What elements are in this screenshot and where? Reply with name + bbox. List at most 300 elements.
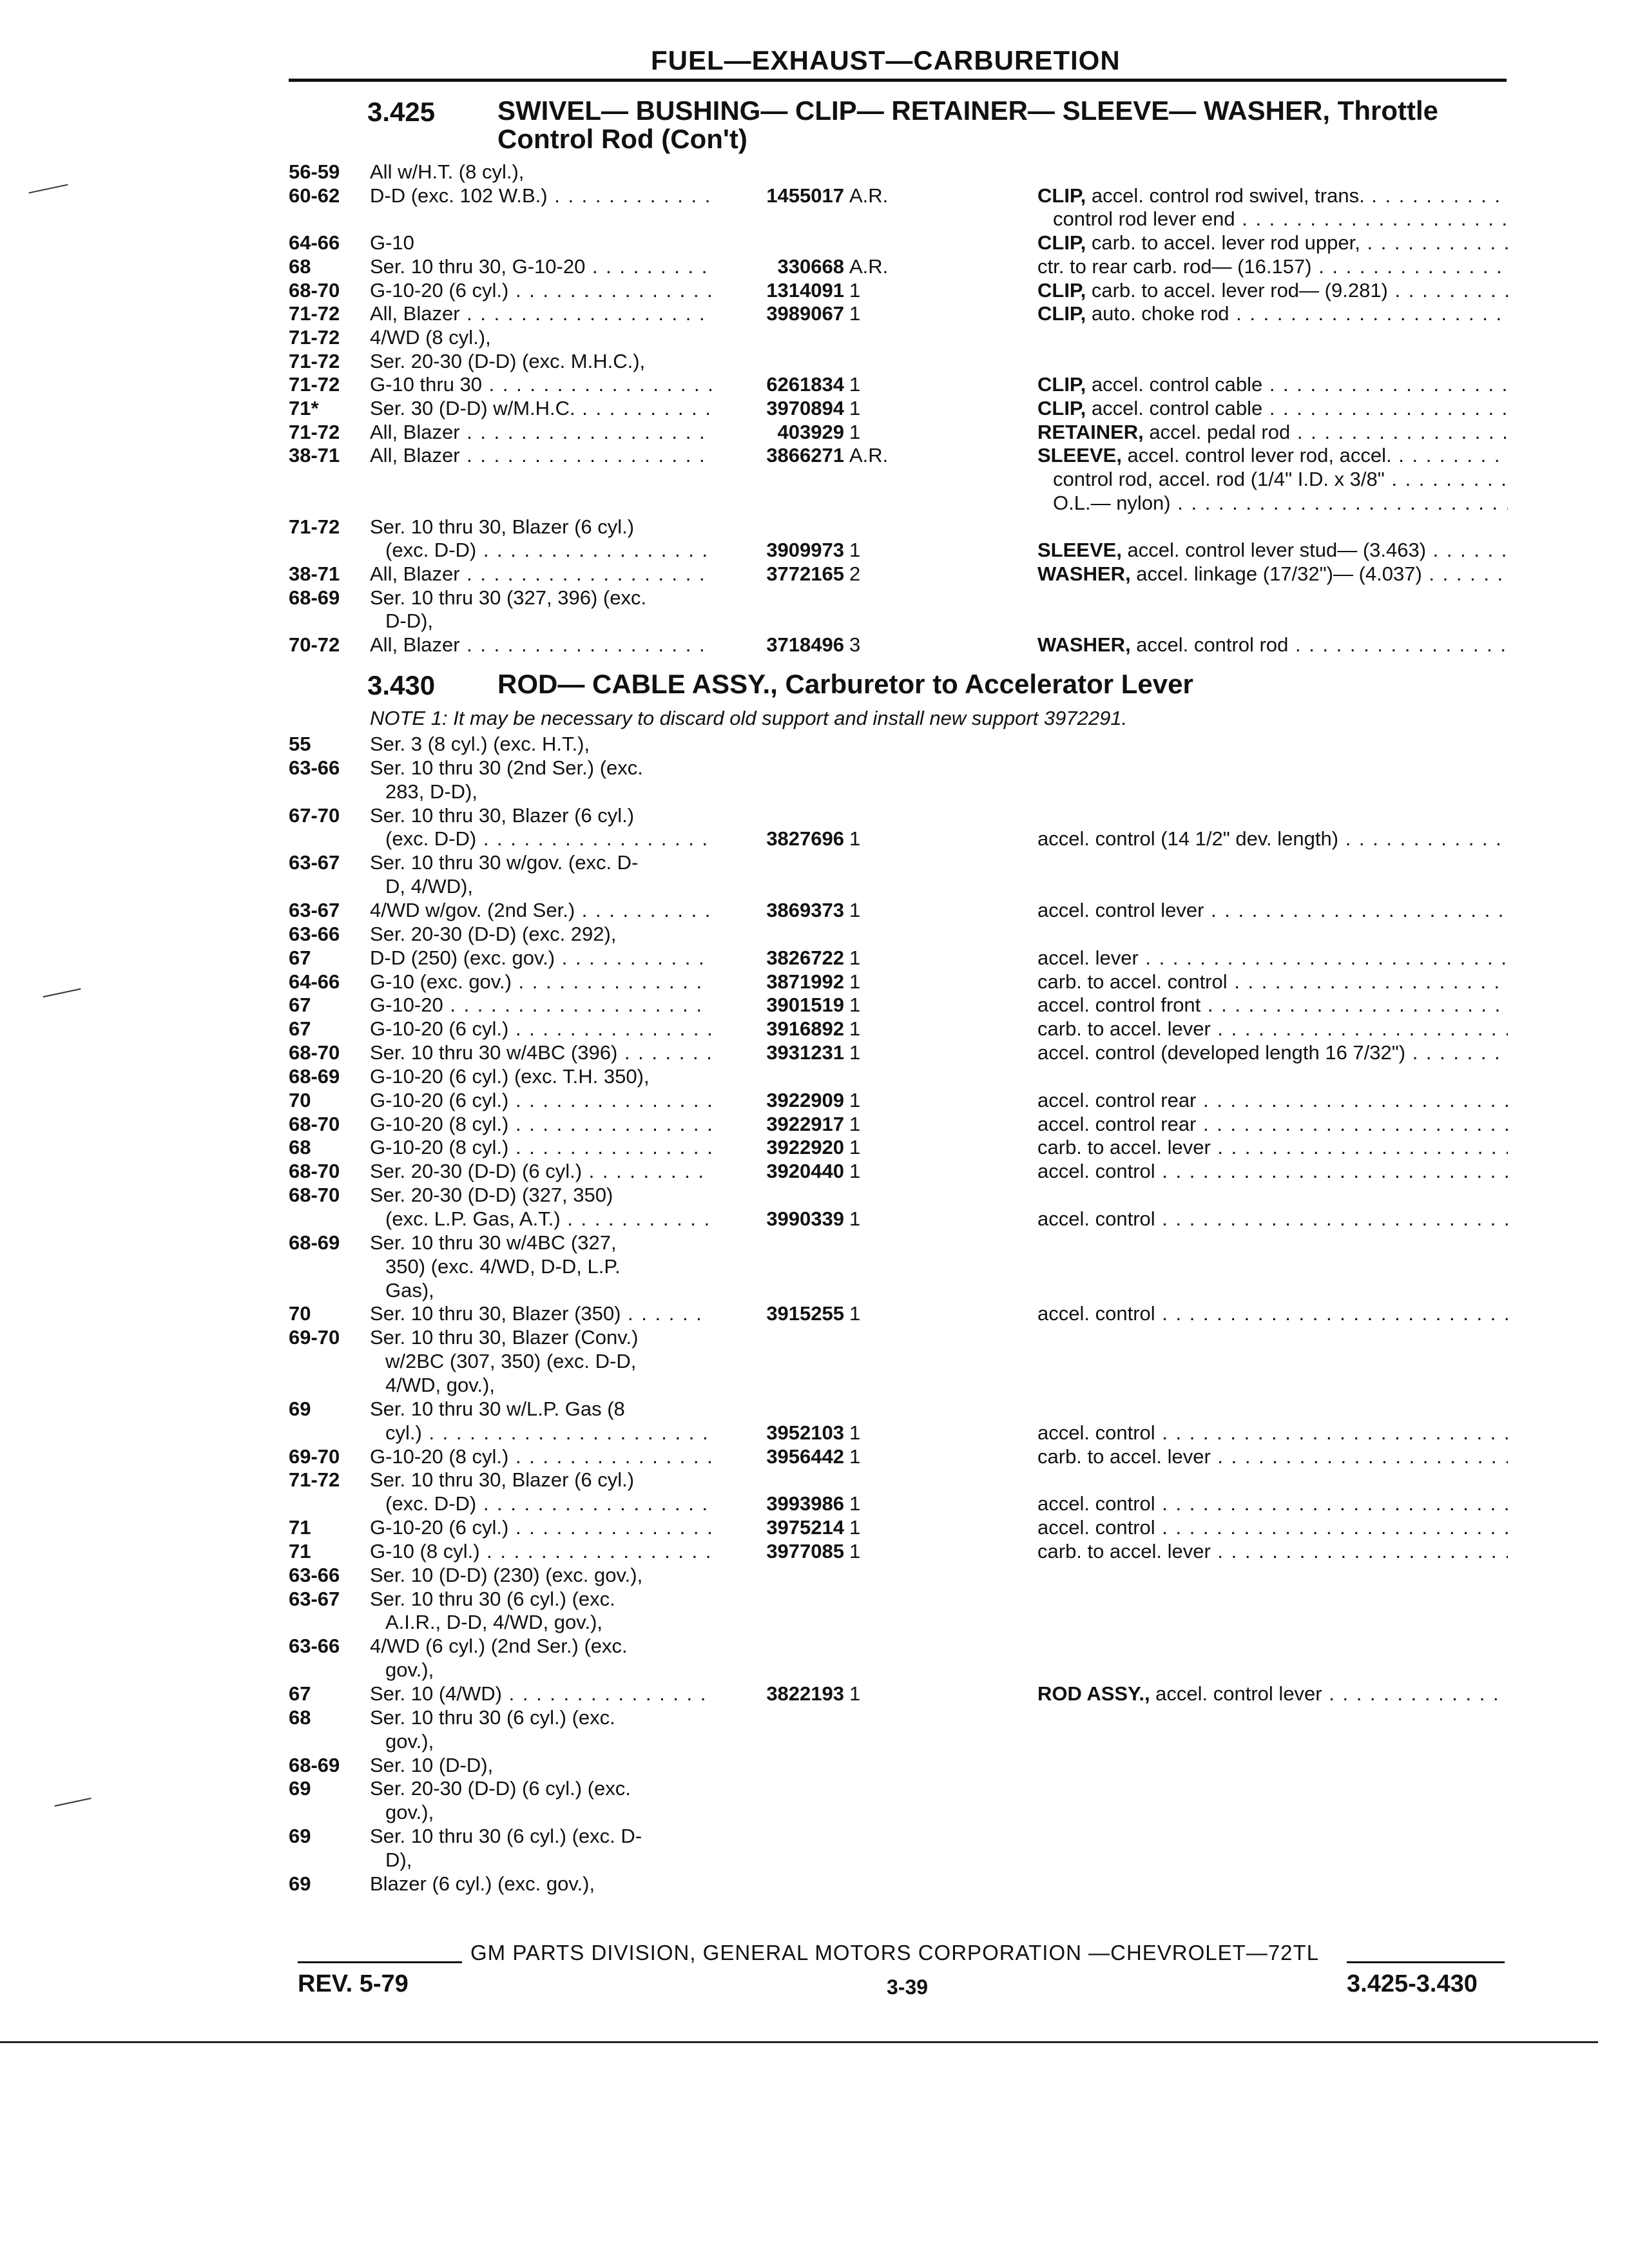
part-name-text: carb. to accel. lever rod upper, — [1086, 231, 1360, 255]
part-name — [1037, 255, 1508, 278]
application-description: G-10 (exc. gov.) . . . — [370, 970, 711, 994]
table-row — [0, 993, 1629, 1017]
table-row — [0, 1515, 1629, 1539]
section-title-line2: Control Rod (Con't) — [497, 124, 747, 154]
model-year: 68-70 — [289, 278, 340, 302]
application-description: Ser. 10 (D-D), — [370, 1753, 494, 1776]
table-row — [0, 538, 1629, 562]
part-name — [1037, 372, 1508, 396]
application-description: G-10-20 (8 cyl.) . . . — [370, 1445, 711, 1468]
model-year: 68-70 — [289, 1184, 340, 1207]
part-number: 1455017 — [766, 184, 844, 207]
table-row — [0, 160, 1629, 184]
part-name-text: accel. control lever — [1037, 898, 1204, 921]
application-description: 4/WD w/gov. (2nd Ser.) . . . — [370, 898, 711, 922]
application-description: Ser. 10 thru 30 (6 cyl.) (exc. — [370, 1706, 615, 1729]
table-row — [0, 609, 1629, 633]
table-row — [0, 1729, 1629, 1753]
section-number-2: 3.430 — [367, 670, 436, 700]
header-rule — [289, 79, 1507, 82]
part-number: 3718496 — [766, 633, 844, 656]
model-year: 64-66 — [289, 231, 340, 255]
application-description: cyl.) . . . — [385, 1421, 711, 1445]
part-name — [1037, 1445, 1508, 1468]
part-number: 6261834 — [766, 373, 844, 396]
model-year: 68 — [289, 255, 311, 278]
part-name-text: ctr. to rear carb. rod— (16.157) — [1037, 255, 1312, 278]
quantity: 1 — [849, 1136, 861, 1159]
part-name-text: accel. control rod — [1130, 633, 1289, 656]
table-row — [0, 1135, 1629, 1159]
quantity: 1 — [849, 1302, 861, 1325]
table-row — [0, 1231, 1629, 1254]
application-description: 4/WD (8 cyl.), — [370, 325, 491, 349]
part-name — [1053, 207, 1508, 231]
quantity: A.R. — [849, 184, 889, 207]
application-description: Gas), — [385, 1278, 434, 1302]
part-number: 3922909 — [766, 1088, 844, 1111]
part-name-text: accel. control — [1037, 1302, 1155, 1325]
application-description: G-10-20 (8 cyl.) . . . — [370, 1112, 711, 1136]
part-name — [1037, 1515, 1508, 1539]
application-description: Ser. 10 thru 30, G-10-20 . . . — [370, 255, 711, 278]
application-description: Ser. 10 (D-D) (230) (exc. gov.), — [370, 1563, 643, 1586]
part-name — [1037, 396, 1508, 420]
application-description: G-10-20 (6 cyl.) . . . — [370, 1515, 711, 1539]
part-name-text: carb. to accel. lever — [1037, 1539, 1211, 1562]
part-name-text: accel. control lever — [1150, 1682, 1322, 1705]
quantity: 1 — [849, 970, 861, 993]
part-name — [1037, 184, 1508, 207]
table-row — [0, 1302, 1629, 1325]
application-description: Ser. 10 thru 30 w/4BC (396) . . . — [370, 1041, 711, 1064]
part-number: 3871992 — [766, 970, 844, 993]
model-year: 70-72 — [289, 633, 340, 656]
table-row — [0, 302, 1629, 325]
part-name-text: control rod lever end — [1053, 207, 1235, 231]
model-year: 68 — [289, 1136, 311, 1159]
table-row — [0, 1872, 1629, 1896]
table-row — [0, 1753, 1629, 1777]
table-row — [0, 562, 1629, 586]
quantity: 1 — [849, 1492, 861, 1515]
application-description: Ser. 20-30 (D-D) (6 cyl.) (exc. — [370, 1777, 631, 1800]
application-description: (exc. D-D) . . . — [385, 1492, 711, 1515]
part-name — [1037, 302, 1508, 325]
application-description: A.I.R., D-D, 4/WD, gov.), — [385, 1611, 603, 1634]
model-year: 68-69 — [289, 586, 340, 609]
quantity: 1 — [849, 1445, 861, 1468]
table-row — [0, 1373, 1629, 1397]
part-name-text: control rod, accel. rod (1/4" I.D. x 3/8" — [1053, 468, 1385, 491]
table-row — [0, 1706, 1629, 1729]
part-name — [1037, 1159, 1508, 1183]
part-name — [1037, 633, 1508, 657]
part-number: 3952103 — [766, 1421, 844, 1444]
part-number: 3931231 — [766, 1041, 844, 1064]
application-description: D-D (250) (exc. gov.) . . . — [370, 946, 711, 970]
model-year: 55 — [289, 733, 311, 755]
part-name-keyword: RETAINER, — [1037, 420, 1144, 443]
part-name-text: accel. control (14 1/2" dev. length) — [1037, 827, 1339, 850]
model-year: 68-70 — [289, 1112, 340, 1135]
footer-rule-right — [1347, 1961, 1505, 1963]
part-name — [1053, 491, 1508, 515]
part-name — [1037, 443, 1508, 467]
model-year: 70 — [289, 1302, 311, 1325]
table-row — [0, 1848, 1629, 1872]
application-description: 283, D-D), — [385, 780, 477, 803]
application-description: gov.), — [385, 1801, 434, 1824]
application-description: Ser. 10 thru 30 w/4BC (327, — [370, 1231, 617, 1254]
model-year: 67 — [289, 994, 311, 1017]
quantity: 1 — [849, 397, 861, 419]
table-row — [0, 1159, 1629, 1183]
part-number: 403929 — [777, 420, 844, 443]
model-year: 67 — [289, 1017, 311, 1041]
model-year: 63-66 — [289, 922, 340, 945]
model-year: 68-70 — [289, 1160, 340, 1183]
application-description: Ser. 10 thru 30 (327, 396) (exc. — [370, 586, 647, 609]
part-name — [1037, 231, 1508, 255]
application-description: 4/WD, gov.), — [385, 1373, 495, 1396]
model-year: 68-69 — [289, 1753, 340, 1776]
part-name — [1037, 1112, 1508, 1136]
table-row — [0, 1254, 1629, 1278]
model-year: 67-70 — [289, 803, 340, 827]
table-row — [0, 1539, 1629, 1563]
part-name-keyword: CLIP, — [1037, 184, 1086, 207]
application-description: Ser. 10 thru 30 w/L.P. Gas (8 — [370, 1397, 625, 1420]
quantity: 1 — [849, 1421, 861, 1444]
part-number: 3990339 — [766, 1207, 844, 1230]
part-name-keyword: CLIP, — [1037, 373, 1086, 396]
part-number: 3869373 — [766, 898, 844, 921]
part-name-text: accel. control lever rod, accel. — [1121, 444, 1392, 467]
application-description: G-10-20 (6 cyl.) . . . — [370, 1017, 711, 1041]
part-name-text: accel. linkage (17/32")— (4.037) — [1130, 562, 1422, 585]
model-year: 69 — [289, 1777, 311, 1800]
quantity: 1 — [849, 1017, 861, 1041]
table-row — [0, 372, 1629, 396]
model-year: 56-59 — [289, 160, 340, 183]
part-name — [1037, 562, 1508, 586]
table-row — [0, 231, 1629, 255]
model-year: 63-66 — [289, 1635, 340, 1658]
table-row — [0, 278, 1629, 302]
application-description: D), — [385, 1848, 412, 1871]
table-row — [0, 1112, 1629, 1136]
quantity: 1 — [849, 946, 861, 969]
model-year: 63-67 — [289, 898, 340, 921]
table-row — [0, 1278, 1629, 1302]
model-year: 68-69 — [289, 1231, 340, 1254]
application-description: (exc. D-D) . . . — [385, 827, 711, 850]
model-year: 71-72 — [289, 302, 340, 325]
table-row — [0, 1563, 1629, 1587]
quantity: 3 — [849, 633, 861, 656]
part-number: 3772165 — [766, 562, 844, 585]
table-row — [0, 1468, 1629, 1492]
table-row — [0, 207, 1629, 231]
part-number: 3866271 — [766, 444, 844, 467]
model-year: 67 — [289, 1682, 311, 1705]
table-row — [0, 1800, 1629, 1824]
table-row — [0, 255, 1629, 278]
quantity: 1 — [849, 1682, 861, 1705]
application-description: G-10-20 (8 cyl.) . . . — [370, 1135, 711, 1159]
part-name-text: accel. control lever stud— (3.463) — [1121, 539, 1427, 562]
table-row — [0, 420, 1629, 444]
application-description: G-10-20 (6 cyl.) . . . — [370, 1088, 711, 1112]
application-description: All, Blazer . . . — [370, 420, 711, 444]
model-year: 64-66 — [289, 970, 340, 993]
application-description: Ser. 3 (8 cyl.) (exc. H.T.), — [370, 733, 590, 755]
part-name — [1037, 1207, 1508, 1231]
part-number: 3989067 — [766, 302, 844, 325]
part-name — [1037, 1492, 1508, 1515]
quantity: 1 — [849, 420, 861, 443]
part-name-text: carb. to accel. lever — [1037, 1017, 1211, 1041]
footer-revision: REV. 5-79 — [298, 1970, 409, 1997]
part-name-keyword: SLEEVE, — [1037, 539, 1122, 562]
model-year: 69 — [289, 1397, 311, 1420]
application-description: Ser. 10 thru 30 w/gov. (exc. D- — [370, 851, 639, 874]
table-row — [0, 922, 1629, 946]
application-description: (exc. L.P. Gas, A.T.) . . . — [385, 1207, 711, 1231]
application-description: Ser. 30 (D-D) w/M.H.C. . . . — [370, 396, 711, 420]
part-name — [1037, 993, 1508, 1017]
quantity: 1 — [849, 1160, 861, 1183]
application-description: 4/WD (6 cyl.) (2nd Ser.) (exc. — [370, 1635, 628, 1658]
model-year: 63-66 — [289, 756, 340, 779]
part-name — [1037, 1017, 1508, 1041]
footer-corporation: GM PARTS DIVISION, GENERAL MOTORS CORPORATION —CHEVROLET—72TL — [470, 1941, 1320, 1965]
model-year: 38-71 — [289, 444, 340, 467]
part-name — [1037, 420, 1508, 444]
section-title-2: ROD— CABLE ASSY., Carburetor to Accelerator Lever — [497, 669, 1193, 699]
application-description: G-10-20 . . . — [370, 993, 711, 1017]
part-name-text: O.L.— nylon) — [1053, 491, 1171, 514]
quantity: 1 — [849, 1112, 861, 1135]
quantity: 1 — [849, 1539, 861, 1562]
part-name-text: accel. control front — [1037, 994, 1201, 1017]
part-name-keyword: CLIP, — [1037, 278, 1086, 302]
part-number: 3916892 — [766, 1017, 844, 1041]
table-row — [0, 349, 1629, 373]
table-row — [0, 586, 1629, 610]
part-name — [1037, 1302, 1508, 1325]
application-description: All, Blazer . . . — [370, 562, 711, 586]
model-year: 71 — [289, 1516, 311, 1539]
part-name-text: accel. control rod swivel, trans. — [1086, 184, 1365, 207]
table-row — [0, 732, 1629, 756]
application-description: Ser. 10 thru 30 (6 cyl.) (exc. — [370, 1587, 615, 1610]
model-year: 69-70 — [289, 1326, 340, 1349]
table-row — [0, 898, 1629, 922]
table-row — [0, 325, 1629, 349]
application-description: Blazer (6 cyl.) (exc. gov.), — [370, 1872, 595, 1895]
section-title-line1: SWIVEL— BUSHING— CLIP— RETAINER— SLEEVE— WASHER, Throttle — [497, 95, 1438, 126]
footer-rule-left — [298, 1961, 462, 1963]
table-row — [0, 1658, 1629, 1682]
application-description: G-10 — [370, 231, 414, 255]
model-year: 71-72 — [289, 1468, 340, 1492]
application-description: Ser. 10 thru 30, Blazer (6 cyl.) — [370, 803, 635, 827]
application-description: G-10-20 (6 cyl.) (exc. T.H. 350), — [370, 1064, 650, 1088]
quantity: 1 — [849, 827, 861, 850]
part-name-text: carb. to accel. lever — [1037, 1445, 1211, 1468]
part-name-text: auto. choke rod — [1086, 302, 1229, 325]
part-name-keyword: CLIP, — [1037, 397, 1086, 419]
application-description: Ser. 10 thru 30, Blazer (350) . . . — [370, 1302, 711, 1325]
part-name — [1037, 1539, 1508, 1563]
table-row — [0, 946, 1629, 970]
table-row — [0, 1824, 1629, 1848]
table-row — [0, 1041, 1629, 1064]
table-row — [0, 827, 1629, 850]
footer-section-range: 3.425-3.430 — [1347, 1970, 1478, 1997]
part-number: 3993986 — [766, 1492, 844, 1515]
model-year: 71 — [289, 1539, 311, 1562]
quantity: 1 — [849, 278, 861, 302]
part-name-text: accel. control cable — [1086, 397, 1263, 419]
part-name — [1037, 1088, 1508, 1112]
quantity: 2 — [849, 562, 861, 585]
part-number: 330668 — [777, 255, 844, 278]
table-row — [0, 756, 1629, 780]
quantity: 1 — [849, 1041, 861, 1064]
table-row — [0, 1349, 1629, 1373]
part-name-keyword: ROD ASSY., — [1037, 1682, 1150, 1705]
application-description: Ser. 10 thru 30 (6 cyl.) (exc. D- — [370, 1825, 642, 1848]
model-year: 38-71 — [289, 562, 340, 585]
table-row — [0, 1445, 1629, 1468]
table-row — [0, 1207, 1629, 1231]
quantity: 1 — [849, 1088, 861, 1111]
application-description: Ser. 10 thru 30, Blazer (6 cyl.) — [370, 1468, 635, 1492]
application-description: (exc. D-D) . . . — [385, 538, 711, 562]
quantity: 1 — [849, 373, 861, 396]
table-row — [0, 1587, 1629, 1611]
section-number: 3.425 — [367, 97, 436, 127]
part-number: 3970894 — [766, 397, 844, 419]
model-year: 60-62 — [289, 184, 340, 207]
part-number: 3822193 — [766, 1682, 844, 1705]
application-description: 350) (exc. 4/WD, D-D, L.P. — [385, 1254, 621, 1278]
application-description: All, Blazer . . . — [370, 443, 711, 467]
part-number: 3915255 — [766, 1302, 844, 1325]
application-description: G-10-20 (6 cyl.) . . . — [370, 278, 711, 302]
part-name — [1037, 1041, 1508, 1064]
part-name-text: accel. control rear — [1037, 1088, 1197, 1111]
model-year: 68 — [289, 1706, 311, 1729]
table-row — [0, 467, 1629, 491]
part-number: 3909973 — [766, 539, 844, 562]
model-year: 69 — [289, 1872, 311, 1895]
page-header-title: FUEL—EXHAUST—CARBURETION — [651, 45, 1121, 75]
application-description: Ser. 10 (4/WD) . . . — [370, 1682, 711, 1706]
table-row — [0, 780, 1629, 803]
table-row — [0, 1610, 1629, 1634]
quantity: 1 — [849, 898, 861, 921]
table-row — [0, 1183, 1629, 1207]
application-description: G-10 thru 30 . . . — [370, 372, 711, 396]
quantity: A.R. — [849, 255, 889, 278]
part-name-keyword: CLIP, — [1037, 231, 1086, 255]
part-number: 3975214 — [766, 1516, 844, 1539]
part-name-text: accel. pedal rod — [1143, 420, 1291, 443]
part-name — [1037, 1682, 1508, 1706]
model-year: 69 — [289, 1825, 311, 1848]
application-description: Ser. 20-30 (D-D) (exc. M.H.C.), — [370, 349, 646, 372]
application-description: Ser. 10 thru 30 (2nd Ser.) (exc. — [370, 756, 643, 779]
model-year: 71-72 — [289, 325, 340, 349]
table-row — [0, 1325, 1629, 1349]
model-year: 69-70 — [289, 1445, 340, 1468]
table-row — [0, 1421, 1629, 1445]
table-row — [0, 1017, 1629, 1041]
application-description: D-D (exc. 102 W.B.) . . . — [370, 184, 711, 207]
table-row — [0, 1397, 1629, 1421]
application-description: All, Blazer . . . — [370, 633, 711, 657]
model-year: 63-67 — [289, 851, 340, 874]
part-name — [1037, 278, 1508, 302]
quantity: 1 — [849, 539, 861, 562]
model-year: 63-67 — [289, 1587, 340, 1610]
table-row — [0, 1682, 1629, 1706]
application-description: Ser. 10 thru 30, Blazer (6 cyl.) — [370, 515, 635, 538]
part-name-keyword: WASHER, — [1037, 633, 1131, 656]
part-number: 3922920 — [766, 1136, 844, 1159]
part-name-text: accel. control (developed length 16 7/32") — [1037, 1041, 1406, 1064]
application-description: All, Blazer . . . — [370, 302, 711, 325]
table-row — [0, 1088, 1629, 1112]
application-description: Ser. 10 thru 30, Blazer (Conv.) — [370, 1326, 639, 1349]
table-row — [0, 1064, 1629, 1088]
model-year: 71-72 — [289, 420, 340, 443]
model-year: 71* — [289, 397, 319, 419]
application-description: w/2BC (307, 350) (exc. D-D, — [385, 1350, 637, 1373]
part-name-text: accel. control — [1037, 1421, 1155, 1444]
part-name-text: accel. lever — [1037, 946, 1139, 969]
application-description: D-D), — [385, 610, 434, 633]
application-description: Ser. 20-30 (D-D) (6 cyl.) . . . — [370, 1159, 711, 1183]
part-name — [1053, 467, 1508, 491]
table-row — [0, 1634, 1629, 1658]
part-name-keyword: SLEEVE, — [1037, 444, 1122, 467]
part-number: 3901519 — [766, 994, 844, 1017]
part-name — [1037, 946, 1508, 970]
scan-bottom-rule — [0, 2041, 1598, 2043]
part-number: 3920440 — [766, 1160, 844, 1183]
table-row — [0, 970, 1629, 994]
table-row — [0, 1492, 1629, 1515]
part-name — [1037, 970, 1508, 994]
part-name — [1037, 898, 1508, 922]
model-year: 70 — [289, 1088, 311, 1111]
part-name-text: carb. to accel. lever — [1037, 1136, 1211, 1159]
application-description: gov.), — [385, 1658, 434, 1682]
part-name-text: accel. control — [1037, 1516, 1155, 1539]
part-number: 1314091 — [766, 278, 844, 302]
table-row — [0, 443, 1629, 467]
part-name — [1037, 538, 1508, 562]
section-note: NOTE 1: It may be necessary to discard old support and install new support 3972291. — [370, 707, 1128, 729]
table-row — [0, 515, 1629, 539]
table-row — [0, 633, 1629, 657]
model-year: 68-70 — [289, 1041, 340, 1064]
